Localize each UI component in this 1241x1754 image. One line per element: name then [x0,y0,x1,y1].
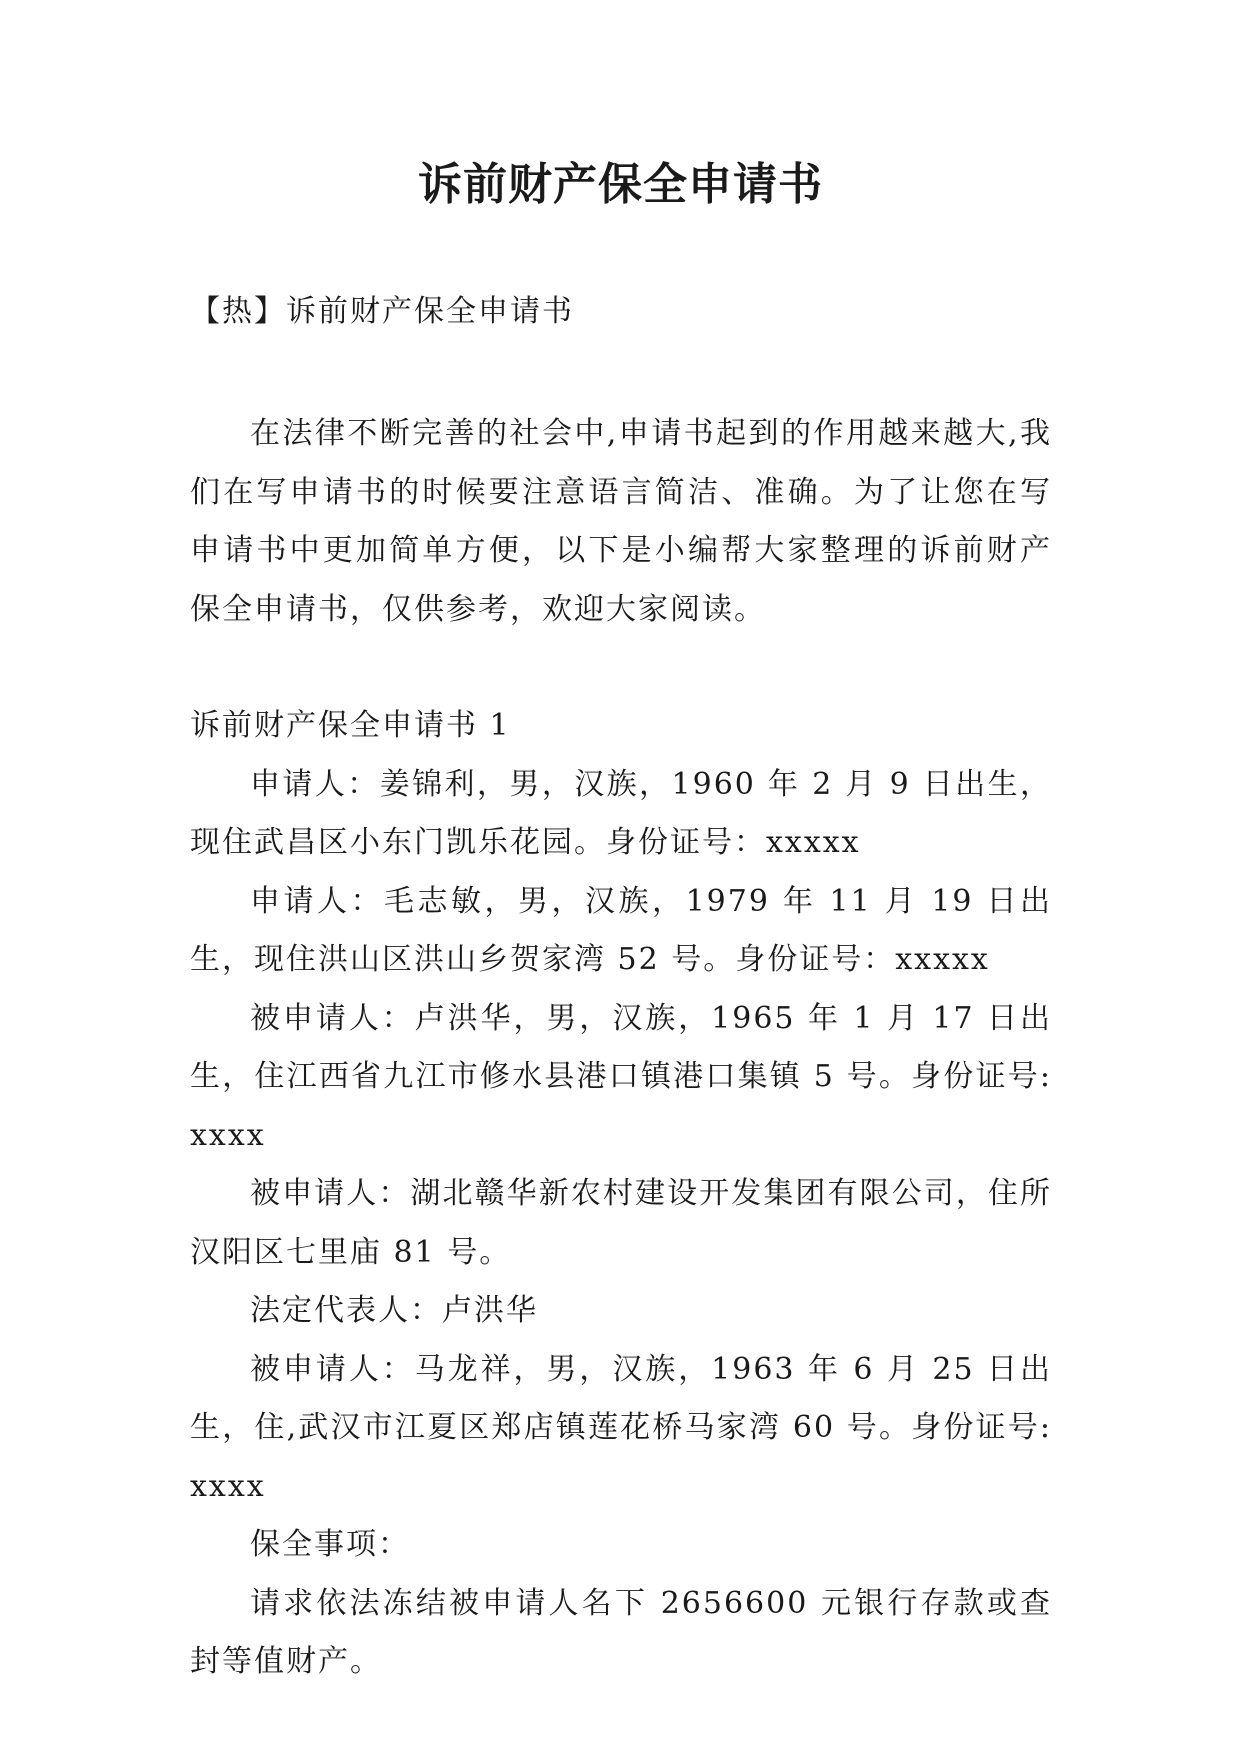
document-body [190,405,1052,1692]
document-subtitle: 【热】诉前财产保全申请书 [190,294,574,329]
paragraph-respondent-1: 被申请人：卢洪华，男，汉族，1965 年 1 月 17 日出生，住江西省九江市修水县港口镇港口集镇 5 号。身份证号: xxxx [190,1000,1052,1153]
paragraph-respondent-2: 被申请人：湖北赣华新农村建设开发集团有限公司，住所汉阳区七里庙 81 号。 [190,1176,1052,1270]
paragraph-applicant-2: 申请人：毛志敏，男，汉族，1979 年 11 月 19 日出生，现住洪山区洪山乡贺家湾 52 号。身份证号：xxxxx [190,883,1052,977]
paragraph-applicant-1: 申请人：姜锦利，男，汉族，1960 年 2 月 9 日出生，现住武昌区小东门凯乐花园。身份证号：xxxxx [190,766,1052,860]
paragraph-preservation-heading: 保全事项： [250,1527,410,1562]
section-heading: 诉前财产保全申请书 1 [190,708,511,743]
paragraph-preservation-request: 请求依法冻结被申请人名下 2656600 元银行存款或查封等值财产。 [190,1585,1052,1679]
paragraph-legal-representative: 法定代表人：卢洪华 [250,1293,538,1328]
intro-paragraph: 在法律不断完善的社会中,申请书起到的作用越来越大,我们在写申请书的时候要注意语言简洁、准确。为了让您在写申请书中更加简单方便，以下是小编帮大家整理的诉前财产保全申请书，仅供参考，欢迎大家阅读。 [190,416,1052,627]
paragraph-respondent-3: 被申请人：马龙祥，男，汉族，1963 年 6 月 25 日出生，住,武汉市江夏区郑店镇莲花桥马家湾 60 号。身份证号: xxxx [190,1351,1052,1504]
document-title: 诉前财产保全申请书 [418,159,823,210]
